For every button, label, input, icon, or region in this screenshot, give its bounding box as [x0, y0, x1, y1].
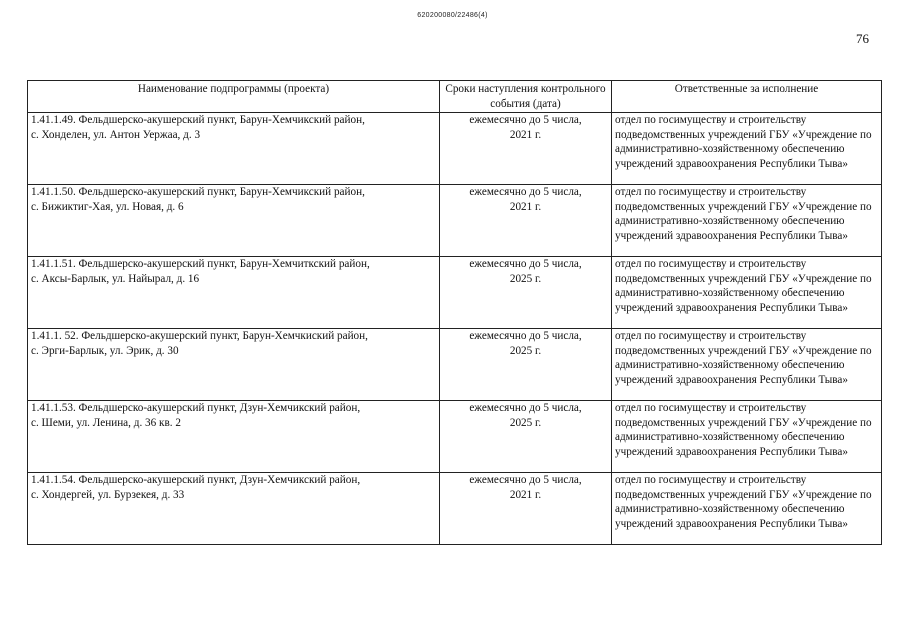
row-responsible-cell: отдел по госимуществу и строительству подведомственных учреждений ГБУ «Учреждение по административно-хозяйственному обеспечению учреждений здравоохранения Республики Тыва»: [612, 329, 882, 401]
row-term-cell: [440, 185, 612, 257]
row-name-line: 1.41.1.49. Фельдшерско-акушерский пункт, Барун-Хемчикский район,: [31, 114, 365, 126]
row-term-line: ежемесячно до 5 числа,: [469, 114, 582, 126]
row-term-line: ежемесячно до 5 числа,: [469, 186, 582, 198]
header-responsible: Ответственные за исполнение: [612, 81, 882, 113]
row-name-line: 1.41.1.50. Фельдшерско-акушерский пункт, Барун-Хемчикский район,: [31, 186, 365, 198]
row-name-cell: [28, 329, 440, 401]
row-term-line: ежемесячно до 5 числа,: [469, 330, 582, 342]
row-responsible-cell: отдел по госимуществу и строительству подведомственных учреждений ГБУ «Учреждение по административно-хозяйственному обеспечению учреждений здравоохранения Республики Тыва»: [612, 257, 882, 329]
table-row: [28, 401, 882, 473]
subprogram-table: [27, 80, 882, 545]
table-row: [28, 113, 882, 185]
row-name-line: с. Бижиктиг-Хая, ул. Новая, д. 6: [31, 200, 184, 213]
row-responsible-cell: отдел по госимуществу и строительству подведомственных учреждений ГБУ «Учреждение по административно-хозяйственному обеспечению учреждений здравоохранения Республики Тыва»: [612, 185, 882, 257]
table-row: [28, 473, 882, 545]
row-responsible-cell: отдел по госимуществу и строительству подведомственных учреждений ГБУ «Учреждение по административно-хозяйственному обеспечению учреждений здравоохранения Республики Тыва»: [612, 401, 882, 473]
row-term-cell: [440, 257, 612, 329]
row-name-line: с. Аксы-Барлык, ул. Найырал, д. 16: [31, 272, 200, 285]
page-number: 76: [856, 31, 869, 46]
row-term-cell: [440, 473, 612, 545]
row-term-line: 2025 г.: [509, 416, 542, 429]
row-name-cell: [28, 113, 440, 185]
table-row: [28, 329, 882, 401]
row-term-cell: [440, 113, 612, 185]
row-term-cell: [440, 329, 612, 401]
table-row: [28, 257, 882, 329]
row-term-line: 2025 г.: [509, 272, 542, 285]
row-name-line: 1.41.1.51. Фельдшерско-акушерский пункт, Барун-Хемчиткский район,: [31, 258, 370, 270]
row-term-line: 2021 г.: [509, 488, 542, 501]
table-row: [28, 185, 882, 257]
row-term-line: ежемесячно до 5 числа,: [469, 474, 582, 486]
row-term-line: 2021 г.: [509, 128, 542, 141]
row-name-line: 1.41.1.53. Фельдшерско-акушерский пункт, Дзун-Хемчикский район,: [31, 402, 361, 414]
row-name-cell: [28, 257, 440, 329]
row-name-cell: [28, 401, 440, 473]
row-term-line: ежемесячно до 5 числа,: [469, 258, 582, 270]
row-name-line: с. Эрги-Барлык, ул. Эрик, д. 30: [31, 344, 179, 357]
row-name-line: 1.41.1. 52. Фельдшерско-акушерский пункт, Барун-Хемчкиский район,: [31, 330, 368, 342]
row-name-line: с. Хондергей, ул. Бурзекея, д. 33: [31, 488, 185, 501]
document-id: 620200080/22486(4): [417, 12, 488, 19]
row-term-line: 2021 г.: [509, 200, 542, 213]
header-name: Наименование подпрограммы (проекта): [28, 81, 440, 113]
row-responsible-cell: отдел по госимуществу и строительству подведомственных учреждений ГБУ «Учреждение по административно-хозяйственному обеспечению учреждений здравоохранения Республики Тыва»: [612, 473, 882, 545]
row-name-line: 1.41.1.54. Фельдшерско-акушерский пункт, Дзун-Хемчикский район,: [31, 474, 361, 486]
row-term-line: 2025 г.: [509, 344, 542, 357]
header-term: Сроки наступления контрольного события (дата): [440, 81, 612, 113]
row-name-cell: [28, 185, 440, 257]
row-name-line: с. Шеми, ул. Ленина, д. 36 кв. 2: [31, 416, 181, 429]
row-name-cell: [28, 473, 440, 545]
row-responsible-cell: отдел по госимуществу и строительству подведомственных учреждений ГБУ «Учреждение по административно-хозяйственному обеспечению учреждений здравоохранения Республики Тыва»: [612, 113, 882, 185]
table-header-row: [28, 81, 882, 113]
row-term-cell: [440, 401, 612, 473]
row-term-line: ежемесячно до 5 числа,: [469, 402, 582, 414]
row-name-line: с. Хонделен, ул. Антон Уержаа, д. 3: [31, 128, 201, 141]
